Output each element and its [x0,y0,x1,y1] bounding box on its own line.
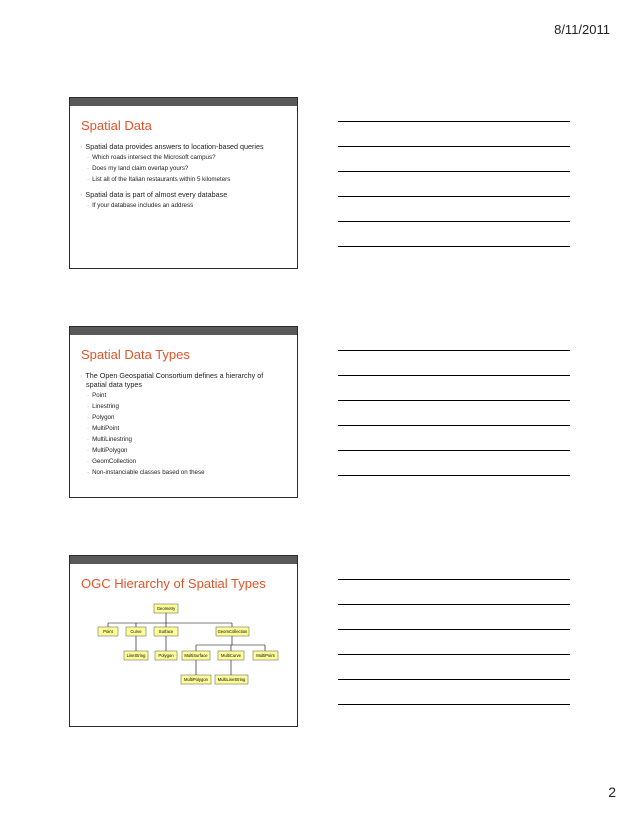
connector-lines [108,613,265,675]
node-polygon [155,651,177,660]
sub-bullet: · Non-instanciable classes based on these [87,469,205,476]
slide-spatial-data-types [69,326,298,498]
slide-body [80,142,287,213]
slide-header-bar [70,327,297,335]
node-multipolygon [181,675,211,684]
svg-text:MultiSurface: MultiSurface [184,653,208,658]
svg-text:MultiPoint: MultiPoint [256,653,275,658]
svg-text:MultiPolygon: MultiPolygon [184,677,208,682]
sub-bullet: · Point [87,392,107,399]
node-multilinestring [215,675,248,684]
svg-text:Point: Point [103,629,113,634]
slide-spatial-data [69,97,298,269]
sub-bullet: · MultiPolygon [87,447,128,454]
svg-text:Surface: Surface [158,629,174,634]
svg-text:MultiCurve: MultiCurve [220,653,242,658]
svg-text:GeomCollection: GeomCollection [217,629,248,634]
notes-lines [338,579,570,729]
node-linestring [124,651,148,660]
node-surface [154,627,178,636]
bullet: · The Open Geospatial Consortium defines a hierarchy of spatial data types [80,371,264,389]
bullet: · Spatial data provides answers to location-based queries [80,142,264,151]
bullet: · Spatial data is part of almost every database [80,190,228,199]
slide-ogc-hierarchy [69,555,298,727]
sub-bullet: · List all of the Italian restaurants within 5 kilometers [87,176,231,183]
node-geometry [154,604,178,613]
sub-bullet: · Linestring [87,403,119,410]
sub-bullet: · If your database includes an address [87,202,194,209]
node-multicurve [218,651,244,660]
page-date: 8/11/2011 [554,22,610,37]
notes-lines [338,350,570,500]
slide-header-bar [70,98,297,106]
slide-body [80,371,287,480]
notes-lines [338,121,570,271]
svg-text:Geometry: Geometry [156,606,176,611]
slide-title: Spatial Data Types [81,347,190,362]
svg-text:MultiLineString: MultiLineString [217,677,246,682]
sub-bullet: · MultiPoint [87,425,120,432]
svg-text:Curve: Curve [130,629,142,634]
sub-bullet: · Polygon [87,414,115,421]
node-multisurface [182,651,210,660]
node-point [98,627,118,636]
sub-bullet: · GeomCollection [87,458,137,465]
slide-title: OGC Hierarchy of Spatial Types [81,576,266,591]
sub-bullet: · Does my land claim overlap yours? [87,165,189,172]
node-geomcollection [216,627,249,636]
svg-text:Polygon: Polygon [158,653,174,658]
node-curve [126,627,146,636]
page-number: 2 [608,784,616,800]
hierarchy-diagram [70,556,298,727]
slide-title: Spatial Data [81,118,152,133]
sub-bullet: · Which roads intersect the Microsoft campus? [87,154,216,161]
node-multipoint [253,651,278,660]
svg-text:LineString: LineString [126,653,146,658]
sub-bullet: · MultiLinestring [87,436,132,443]
